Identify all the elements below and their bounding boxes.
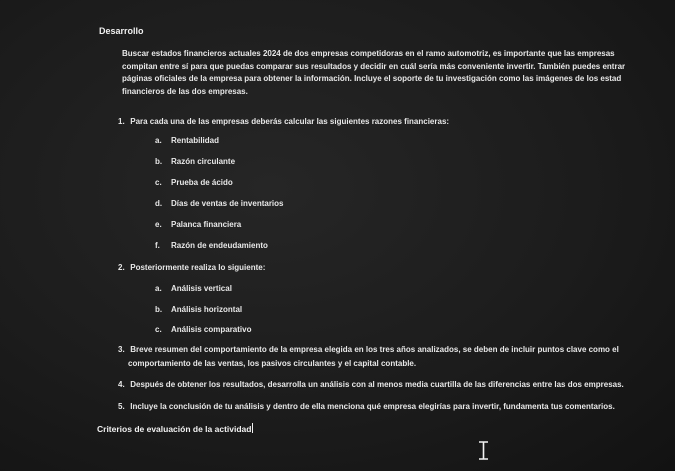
- list-text: Incluye la conclusión de tu análisis y dentro de ella menciona qué empresa elegirías para invertir, fundamenta tus comentarios.: [130, 402, 615, 411]
- sub-item: [155, 178, 233, 187]
- sub-text: Días de ventas de inventarios: [171, 199, 284, 208]
- intro-paragraph: [122, 48, 675, 98]
- sub-item: [155, 157, 235, 166]
- sub-item: [155, 284, 232, 293]
- sub-item: [155, 199, 284, 208]
- sub-letter: f.: [155, 241, 160, 250]
- list-number: 1.: [118, 117, 125, 126]
- section-title: Desarrollo: [99, 26, 144, 36]
- list-text: comportamiento de las ventas, los pasivos circulantes y el capital contable.: [128, 359, 417, 368]
- sub-letter: b.: [155, 305, 163, 314]
- ibeam-cursor-icon: [478, 441, 489, 460]
- sub-text: Razón circulante: [171, 157, 236, 166]
- intro-line: compitan entre sí para que puedas comparar sus resultados y decidir en cuál sería más conveniente invertir. También puedes entrar: [122, 61, 626, 71]
- list-item-3: [118, 345, 619, 354]
- sub-text: Palanca financiera: [171, 220, 242, 229]
- sub-letter: a.: [155, 284, 162, 293]
- list-text: Para cada una de las empresas deberás calcular las siguientes razones financieras:: [130, 117, 450, 126]
- text-caret: [252, 423, 253, 433]
- sub-letter: e.: [155, 220, 162, 229]
- sub-text: Análisis comparativo: [171, 325, 252, 334]
- sub-item: [155, 136, 219, 145]
- sub-text: Razón de endeudamiento: [171, 241, 268, 250]
- sub-letter: c.: [155, 325, 162, 334]
- sub-text: Rentabilidad: [171, 136, 220, 145]
- list-number: 4.: [118, 380, 125, 389]
- sub-text: Prueba de ácido: [171, 178, 233, 187]
- list-item-4: [118, 380, 624, 389]
- sub-letter: a.: [155, 136, 162, 145]
- sub-text: Análisis horizontal: [171, 305, 243, 314]
- sub-letter: b.: [155, 157, 163, 166]
- list-item-5: [118, 402, 615, 411]
- sub-item: [155, 305, 242, 314]
- criteria-heading[interactable]: [97, 423, 253, 434]
- list-item-1: [118, 117, 449, 126]
- criteria-heading-text: Criterios de evaluación de la actividad: [97, 424, 252, 434]
- list-text: Después de obtener los resultados, desarrolla un análisis con al menos media cuartilla de las diferencias entre las dos empresas.: [130, 380, 624, 389]
- list-item-2: [118, 263, 265, 272]
- intro-line: financieros de las dos empresas.: [122, 86, 248, 96]
- sub-item: [155, 220, 241, 229]
- intro-line: Buscar estados financieros actuales 2024 de dos empresas competidoras en el ramo automotriz, es importante que las empresas: [122, 49, 615, 58]
- sub-text: Análisis vertical: [171, 284, 232, 293]
- list-text: Posteriormente realiza lo siguiente:: [130, 263, 266, 272]
- list-number: 5.: [118, 402, 125, 411]
- sub-letter: d.: [155, 199, 163, 208]
- list-number: 3.: [118, 345, 125, 354]
- sub-item: [155, 241, 268, 250]
- sub-letter: c.: [155, 178, 162, 187]
- intro-line: páginas oficiales de la empresa para obtener la información. Incluye el soporte de tu investigación como las imágenes de los estad: [122, 74, 622, 83]
- list-item-3-continued: [128, 359, 416, 368]
- list-text: Breve resumen del comportamiento de la empresa elegida en los tres años analizados, se deben de incluir puntos clave como el: [130, 345, 619, 354]
- list-number: 2.: [118, 263, 125, 272]
- sub-item: [155, 325, 251, 334]
